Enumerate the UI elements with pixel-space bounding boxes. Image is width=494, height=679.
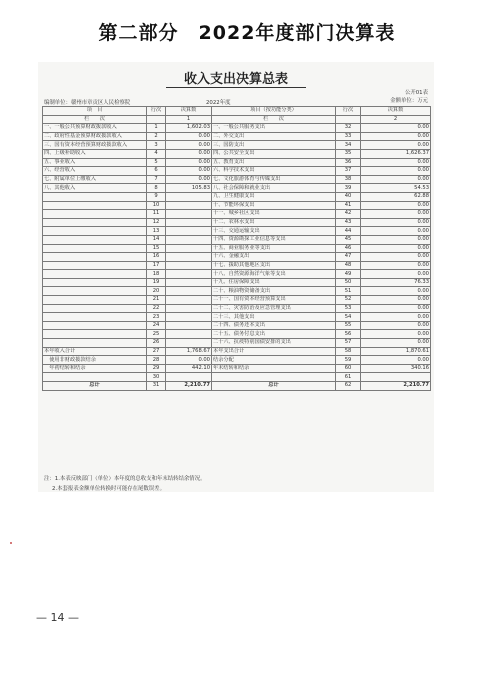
income-item-cell: [43, 201, 147, 210]
table-row: [43, 227, 431, 236]
income-amount-cell: [166, 261, 212, 270]
expenditure-row-cell: 53: [336, 304, 361, 313]
expenditure-item-cell: 九、卫生健康支出: [212, 192, 336, 201]
expenditure-row-cell: 33: [336, 132, 361, 141]
total-expenditure-label: 总计: [212, 382, 336, 391]
header-exp-item: 项目（按功能分类）: [212, 107, 336, 116]
income-row-cell: 17: [147, 261, 166, 270]
expenditure-row-cell: 43: [336, 218, 361, 227]
income-row-cell: 28: [147, 356, 166, 365]
expenditure-item-cell: [212, 373, 336, 382]
header-income-item: 项 目: [43, 107, 147, 116]
expenditure-row-cell: 54: [336, 313, 361, 322]
income-amount-cell: 1,768.67: [166, 347, 212, 356]
income-item-cell: [43, 304, 147, 313]
table-row: [43, 175, 431, 184]
expenditure-amount-cell: 0.00: [361, 321, 431, 330]
expenditure-amount-cell: 0.00: [361, 244, 431, 253]
income-amount-cell: [166, 227, 212, 236]
income-row-cell: 22: [147, 304, 166, 313]
income-row-cell: 11: [147, 210, 166, 219]
income-item-cell: 年初结转和结余: [43, 364, 147, 373]
page-title: 第二部分 2022年度部门决算表: [98, 22, 396, 44]
income-amount-cell: [166, 270, 212, 279]
income-amount-cell: [166, 218, 212, 227]
expenditure-row-cell: 47: [336, 253, 361, 262]
income-row-cell: 12: [147, 218, 166, 227]
income-item-cell: [43, 330, 147, 339]
expenditure-row-cell: 38: [336, 175, 361, 184]
expenditure-item-cell: 结余分配: [212, 356, 336, 365]
income-amount-cell: 442.10: [166, 364, 212, 373]
expenditure-amount-cell: 0.00: [361, 296, 431, 305]
expenditure-row-cell: 52: [336, 296, 361, 305]
expenditure-amount-cell: 1,870.61: [361, 347, 431, 356]
income-amount-cell: 0.00: [166, 141, 212, 150]
expenditure-amount-cell: 0.00: [361, 339, 431, 348]
expenditure-item-cell: 五、教育支出: [212, 158, 336, 167]
expenditure-row-cell: 35: [336, 149, 361, 158]
table-row: [43, 313, 431, 322]
income-item-cell: 四、上级补助收入: [43, 149, 147, 158]
income-item-cell: [43, 339, 147, 348]
income-amount-cell: 105.83: [166, 184, 212, 193]
income-row-cell: 18: [147, 270, 166, 279]
income-amount-cell: [166, 201, 212, 210]
income-row-cell: 16: [147, 253, 166, 262]
expenditure-amount-cell: 0.00: [361, 253, 431, 262]
expenditure-row-cell: 44: [336, 227, 361, 236]
income-amount-cell: 0.00: [166, 158, 212, 167]
income-item-cell: [43, 373, 147, 382]
income-item-cell: 二、政府性基金预算财政拨款收入: [43, 132, 147, 141]
expenditure-item-cell: 二十三、其他支出: [212, 313, 336, 322]
income-row-cell: 23: [147, 313, 166, 322]
expenditure-amount-cell: 62.88: [361, 192, 431, 201]
income-row-cell: 3: [147, 141, 166, 150]
expenditure-row-cell: 36: [336, 158, 361, 167]
income-amount-cell: [166, 210, 212, 219]
expenditure-row-cell: 45: [336, 235, 361, 244]
expenditure-amount-cell: 340.16: [361, 364, 431, 373]
expenditure-amount-cell: 54.53: [361, 184, 431, 193]
expenditure-item-cell: 六、科学技术支出: [212, 167, 336, 176]
table-row: [43, 261, 431, 270]
table-row: [43, 167, 431, 176]
expenditure-row-cell: 39: [336, 184, 361, 193]
income-amount-cell: [166, 278, 212, 287]
expenditure-row-cell: 56: [336, 330, 361, 339]
income-amount-cell: [166, 287, 212, 296]
expenditure-amount-cell: 0.00: [361, 227, 431, 236]
table-row: [43, 287, 431, 296]
expenditure-row-cell: 61: [336, 373, 361, 382]
expenditure-row-cell: 58: [336, 347, 361, 356]
subheader-two: 2: [361, 115, 431, 124]
income-amount-cell: 0.00: [166, 149, 212, 158]
income-amount-cell: [166, 296, 212, 305]
expenditure-row-cell: 60: [336, 364, 361, 373]
header-row: [43, 107, 431, 116]
expenditure-amount-cell: 0.00: [361, 201, 431, 210]
expenditure-item-cell: 八、社会保障和就业支出: [212, 184, 336, 193]
expenditure-item-cell: 一、一般公共服务支出: [212, 124, 336, 133]
sheet-title: 收入支出决算总表: [183, 72, 288, 87]
expenditure-item-cell: 四、公共安全支出: [212, 149, 336, 158]
expenditure-amount-cell: 0.00: [361, 304, 431, 313]
income-item-cell: 五、事业收入: [43, 158, 147, 167]
expenditure-amount-cell: 0.00: [361, 141, 431, 150]
table-row: [43, 278, 431, 287]
expenditure-row-cell: 48: [336, 261, 361, 270]
subheader-col2: 栏 次: [212, 115, 336, 124]
income-row-cell: 2: [147, 132, 166, 141]
income-row-cell: 26: [147, 339, 166, 348]
expenditure-row-cell: 46: [336, 244, 361, 253]
income-row-cell: 5: [147, 158, 166, 167]
expenditure-item-cell: 二十四、债务还本支出: [212, 321, 336, 330]
expenditure-item-cell: 七、文化旅游体育与传媒支出: [212, 175, 336, 184]
note-2: 2.本套报表金额单位转换时可能存在尾数误差。: [52, 486, 165, 492]
expenditure-amount-cell: 0.00: [361, 132, 431, 141]
table-row: [43, 210, 431, 219]
expenditure-item-cell: 十八、自然资源海洋气象等支出: [212, 270, 336, 279]
income-amount-cell: 0.00: [166, 167, 212, 176]
expenditure-item-cell: 十四、资源勘探工业信息等支出: [212, 235, 336, 244]
income-row-cell: 19: [147, 278, 166, 287]
income-item-cell: [43, 296, 147, 305]
table-row: [43, 270, 431, 279]
income-item-cell: [43, 210, 147, 219]
income-item-cell: 六、经营收入: [43, 167, 147, 176]
red-dot-mark: [10, 542, 12, 544]
income-item-cell: 一、一般公共预算财政拨款收入: [43, 124, 147, 133]
income-amount-cell: 0.00: [166, 132, 212, 141]
table-row: [43, 304, 431, 313]
header-exp-amount: 决算数: [361, 107, 431, 116]
expenditure-item-cell: 年末结转和结余: [212, 364, 336, 373]
expenditure-item-cell: 二十六、抗疫特别国债安排的支出: [212, 339, 336, 348]
income-item-cell: 八、其他收入: [43, 184, 147, 193]
subheader-row: [43, 115, 431, 124]
header-income-amount: 决算数: [166, 107, 212, 116]
expenditure-amount-cell: 0.00: [361, 261, 431, 270]
income-row-cell: 6: [147, 167, 166, 176]
income-item-cell: [43, 287, 147, 296]
income-row-cell: 7: [147, 175, 166, 184]
income-item-cell: 三、国有资本经营预算财政拨款收入: [43, 141, 147, 150]
expenditure-row-cell: 42: [336, 210, 361, 219]
expenditure-item-cell: 二十、粮油物资储备支出: [212, 287, 336, 296]
expenditure-item-cell: 十五、商业服务业等支出: [212, 244, 336, 253]
expenditure-row-cell: 37: [336, 167, 361, 176]
income-expenditure-table: [42, 106, 431, 391]
expenditure-amount-cell: 1,626.37: [361, 149, 431, 158]
expenditure-amount-cell: 0.00: [361, 158, 431, 167]
subheader-blank2: [336, 115, 361, 124]
expenditure-row-cell: 50: [336, 278, 361, 287]
income-item-cell: [43, 218, 147, 227]
table-row: [43, 149, 431, 158]
income-row-cell: 27: [147, 347, 166, 356]
income-item-cell: [43, 313, 147, 322]
subheader-blank: [147, 115, 166, 124]
expenditure-amount-cell: 76.33: [361, 278, 431, 287]
table-row: [43, 158, 431, 167]
expenditure-amount-cell: 0.00: [361, 124, 431, 133]
income-amount-cell: 0.00: [166, 356, 212, 365]
income-amount-cell: [166, 373, 212, 382]
expenditure-amount-cell: 0.00: [361, 356, 431, 365]
income-item-cell: [43, 227, 147, 236]
total-expenditure-amount: 2,210.77: [361, 382, 431, 391]
table-row: [43, 296, 431, 305]
note-1: 注：1.本表反映部门（单位）本年度的总收支和年末结转结余情况。: [44, 476, 206, 482]
expenditure-item-cell: 十九、住房保障支出: [212, 278, 336, 287]
expenditure-item-cell: 三、国防支出: [212, 141, 336, 150]
expenditure-row-cell: 32: [336, 124, 361, 133]
table-row: [43, 124, 431, 133]
expenditure-item-cell: 二十二、灾害防治及应急管理支出: [212, 304, 336, 313]
income-row-cell: 29: [147, 364, 166, 373]
expenditure-row-cell: 57: [336, 339, 361, 348]
income-row-cell: 24: [147, 321, 166, 330]
expenditure-item-cell: 二十一、国有资本经营预算支出: [212, 296, 336, 305]
income-item-cell: 使用非财政拨款结余: [43, 356, 147, 365]
table-row: [43, 192, 431, 201]
income-row-cell: 13: [147, 227, 166, 236]
subheader-col: 栏 次: [43, 115, 147, 124]
income-item-cell: [43, 270, 147, 279]
table-row: [43, 132, 431, 141]
income-amount-cell: [166, 313, 212, 322]
table-row: [43, 244, 431, 253]
expenditure-item-cell: 十七、援助其他地区支出: [212, 261, 336, 270]
income-row-cell: 20: [147, 287, 166, 296]
income-item-cell: [43, 321, 147, 330]
expenditure-item-cell: 十二、农林水支出: [212, 218, 336, 227]
expenditure-row-cell: 40: [336, 192, 361, 201]
expenditure-row-cell: 55: [336, 321, 361, 330]
total-expenditure-row: 62: [336, 382, 361, 391]
expenditure-amount-cell: 0.00: [361, 313, 431, 322]
income-amount-cell: [166, 304, 212, 313]
income-row-cell: 1: [147, 124, 166, 133]
table-row: [43, 184, 431, 193]
expenditure-amount-cell: 0.00: [361, 175, 431, 184]
income-item-cell: 本年收入合计: [43, 347, 147, 356]
form-code: 公开01表: [404, 90, 428, 96]
year-label: 2022年度: [206, 100, 231, 106]
income-amount-cell: [166, 321, 212, 330]
income-row-cell: 14: [147, 235, 166, 244]
expenditure-item-cell: 十六、金融支出: [212, 253, 336, 262]
expenditure-amount-cell: 0.00: [361, 218, 431, 227]
income-amount-cell: 1,602.03: [166, 124, 212, 133]
org-label: 编制单位：赣州市章贡区人民检察院: [44, 100, 131, 106]
table-row: [43, 321, 431, 330]
unit-label: 金额单位：万元: [390, 98, 428, 104]
table-row: [43, 235, 431, 244]
expenditure-item-cell: 二十五、债务付息支出: [212, 330, 336, 339]
income-row-cell: 30: [147, 373, 166, 382]
income-row-cell: 25: [147, 330, 166, 339]
total-income-amount: 2,210.77: [166, 382, 212, 391]
expenditure-row-cell: 41: [336, 201, 361, 210]
income-row-cell: 21: [147, 296, 166, 305]
income-amount-cell: [166, 330, 212, 339]
header-income-row: 行次: [147, 107, 166, 116]
table-row: [43, 141, 431, 150]
income-row-cell: 15: [147, 244, 166, 253]
page-number: — 14 —: [36, 611, 79, 624]
table-row: [43, 356, 431, 365]
income-item-cell: [43, 244, 147, 253]
report-sheet: [38, 62, 434, 492]
expenditure-item-cell: 十、节能环保支出: [212, 201, 336, 210]
subheader-one: 1: [166, 115, 212, 124]
table-row: [43, 339, 431, 348]
expenditure-row-cell: 49: [336, 270, 361, 279]
income-amount-cell: [166, 192, 212, 201]
table-row: [43, 253, 431, 262]
income-item-cell: 七、附属单位上缴收入: [43, 175, 147, 184]
expenditure-item-cell: 二、外交支出: [212, 132, 336, 141]
expenditure-amount-cell: [361, 373, 431, 382]
expenditure-item-cell: 本年支出合计: [212, 347, 336, 356]
total-income-row: 31: [147, 382, 166, 391]
expenditure-amount-cell: 0.00: [361, 210, 431, 219]
total-income-label: 总计: [43, 382, 147, 391]
expenditure-item-cell: 十一、城乡社区支出: [212, 210, 336, 219]
income-amount-cell: [166, 339, 212, 348]
expenditure-row-cell: 59: [336, 356, 361, 365]
income-amount-cell: 0.00: [166, 175, 212, 184]
income-amount-cell: [166, 253, 212, 262]
table-row: [43, 330, 431, 339]
income-row-cell: 9: [147, 192, 166, 201]
expenditure-row-cell: 51: [336, 287, 361, 296]
income-item-cell: [43, 261, 147, 270]
income-row-cell: 4: [147, 149, 166, 158]
header-exp-row: 行次: [336, 107, 361, 116]
table-row: [43, 347, 431, 356]
income-item-cell: [43, 253, 147, 262]
table-row: [43, 373, 431, 382]
expenditure-amount-cell: 0.00: [361, 330, 431, 339]
table-row: [43, 364, 431, 373]
income-row-cell: 10: [147, 201, 166, 210]
table-row: [43, 218, 431, 227]
total-row: [43, 382, 431, 391]
title-underline: [166, 87, 306, 88]
income-amount-cell: [166, 244, 212, 253]
expenditure-row-cell: 34: [336, 141, 361, 150]
table-row: [43, 201, 431, 210]
expenditure-amount-cell: 0.00: [361, 270, 431, 279]
expenditure-item-cell: 十三、交通运输支出: [212, 227, 336, 236]
income-item-cell: [43, 192, 147, 201]
income-amount-cell: [166, 235, 212, 244]
expenditure-amount-cell: 0.00: [361, 235, 431, 244]
income-item-cell: [43, 235, 147, 244]
income-row-cell: 8: [147, 184, 166, 193]
expenditure-amount-cell: 0.00: [361, 287, 431, 296]
income-item-cell: [43, 278, 147, 287]
expenditure-amount-cell: 0.00: [361, 167, 431, 176]
